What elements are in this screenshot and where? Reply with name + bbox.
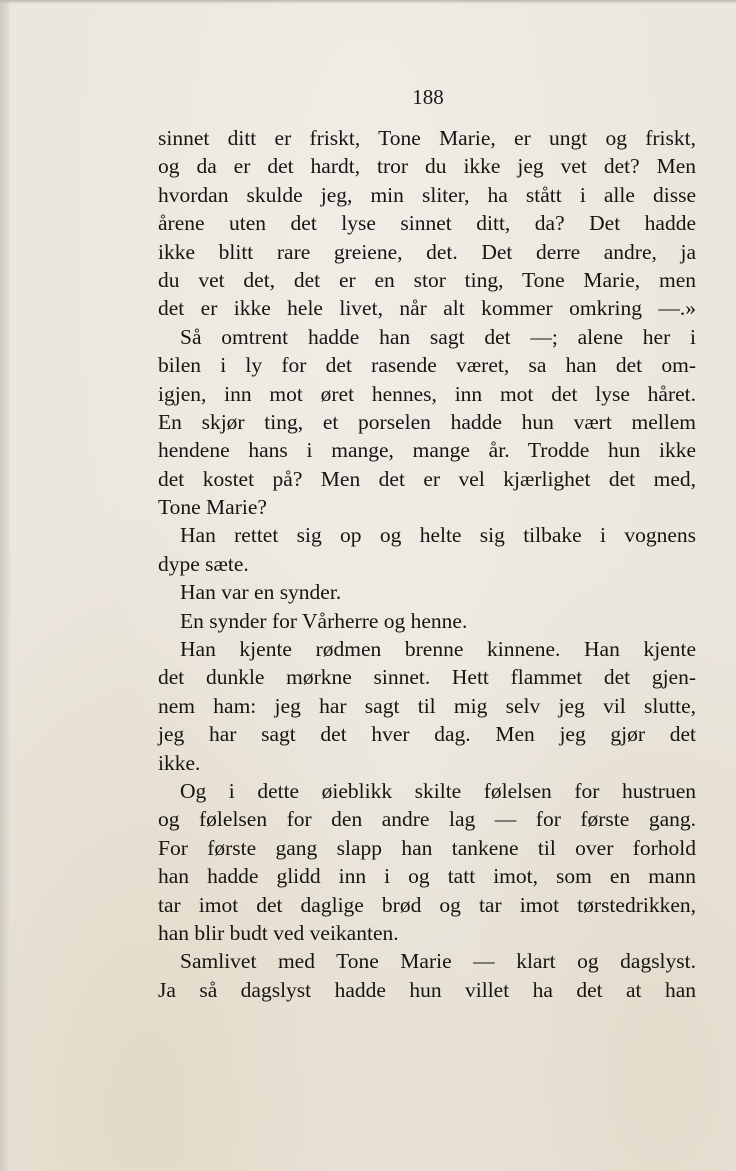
text-line: Han kjente rødmen brenne kinnene. Han kjente [180,637,696,662]
text-line: han hadde glidd inn i og tatt imot, som en mann [158,864,696,889]
text-line: Tone Marie? [158,495,267,520]
text-line: Samlivet med Tone Marie — klart og dagslyst. [180,949,696,974]
text-line: jeg har sagt det hver dag. Men jeg gjør det [158,722,696,747]
text-line: årene uten det lyse sinnet ditt, da? Det hadde [158,211,696,236]
text-line: hendene hans i mange, mange år. Trodde hun ikke [158,438,696,463]
page-number: 188 [412,85,444,109]
text-line: sinnet ditt er friskt, Tone Marie, er ungt og friskt, [158,126,696,150]
text-line: Han var en synder. [180,580,342,605]
text-line: og følelsen for den andre lag — for første gang. [158,807,696,832]
text-line: nem ham: jeg har sagt til mig selv jeg vil slutte, [158,693,696,718]
page-binding-edge [0,0,10,1171]
text-line: tar imot det daglige brød og tar imot tørstedrikken, [158,892,696,917]
text-line: ikke blitt rare greiene, det. Det derre andre, ja [158,239,696,264]
text-line: Og i dette øieblikk skilte følelsen for hustruen [180,778,696,803]
text-line: En skjør ting, et porselen hadde hun vært mellem [158,409,696,434]
text-line: En synder for Vårherre og henne. [180,608,468,633]
text-line: det er ikke hele livet, når alt kommer omkring —.» [158,296,696,321]
text-line: For første gang slapp han tankene til over forhold [158,835,696,860]
text-line: og da er det hardt, tror du ikke jeg vet det? Men [158,154,696,179]
text-line: Han rettet sig op og helte sig tilbake i vognens [180,523,696,548]
text-line: Ja så dagslyst hadde hun villet ha det at han [158,977,696,1002]
page-top-edge [0,0,736,4]
text-line: han blir budt ved veikanten. [158,920,399,945]
body-text [158,124,696,1004]
text-line: bilen i ly for det rasende været, sa han det om- [158,353,696,378]
text-line: hvordan skulde jeg, min sliter, ha stått i alle disse [158,182,696,207]
text-line: det dunkle mørkne sinnet. Hett flammet det gjen- [158,665,696,690]
text-line: igjen, inn mot øret hennes, inn mot det lyse håret. [158,381,696,406]
text-line: dype sæte. [158,551,249,576]
text-line: du vet det, det er en stor ting, Tone Marie, men [158,267,696,292]
text-line: ikke. [158,750,201,775]
text-line: det kostet på? Men det er vel kjærlighet det med, [158,466,696,491]
text-line: Så omtrent hadde han sagt det —; alene her i [180,324,696,349]
